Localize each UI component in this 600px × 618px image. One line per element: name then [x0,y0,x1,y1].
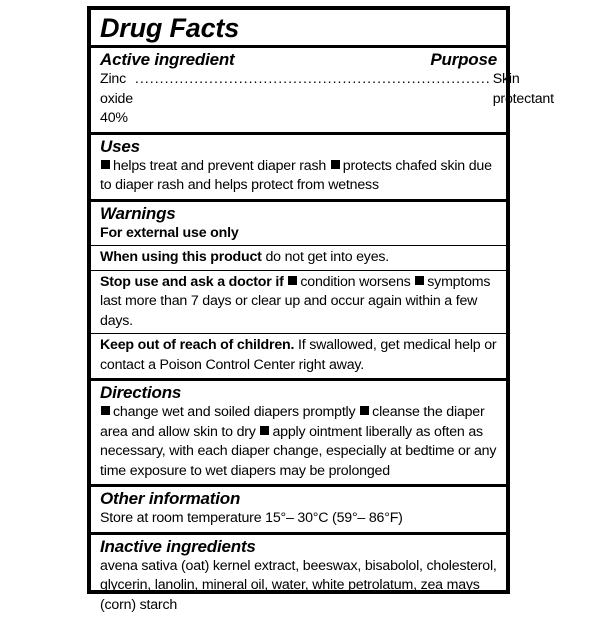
warnings-header: Warnings [100,204,497,224]
directions-header: Directions [100,383,497,403]
stop-use-label: Stop use and ask a doctor if [100,274,284,290]
bullet-square-icon [260,426,269,435]
directions-section [100,381,497,484]
bullet-square-icon [360,406,369,415]
bullet-square-icon [288,276,297,285]
dot-leader: ........................................................................ [135,70,491,129]
inactive-ingredients-header: Inactive ingredients [100,537,497,557]
directions-item: change wet and soiled diapers promptly [113,404,355,420]
keep-out-text: If swallowed, get medical help or contact a Poison Control Center right away. [100,337,496,373]
uses-item: helps treat and prevent diaper rash [113,158,326,174]
inactive-ingredients-section [100,535,497,618]
other-information-header: Other information [100,489,497,509]
bullet-square-icon [101,406,110,415]
directions-item: cleanse the diaper area and allow skin to dry [100,404,485,440]
uses-header: Uses [100,137,497,157]
other-information-section [100,487,497,532]
bullet-square-icon [101,160,110,169]
when-using-text: do not get into eyes. [265,249,389,265]
warnings-section [100,202,497,379]
storage-text: Store at room temperature 15°– 30°C (59°– 86°F) [100,509,497,529]
bullet-square-icon [415,276,424,285]
active-ingredient-value: Zinc oxide 40% [100,70,133,129]
stop-use-item: condition worsens [300,274,410,290]
stop-use-item: symptoms last more than 7 days or clear up and occur again within a few days. [100,274,490,329]
active-ingredient-section [100,48,497,132]
uses-item: protects chafed skin due to diaper rash and helps protect from wetness [100,158,492,194]
purpose-value: Skin protectant [493,70,554,129]
when-using-label: When using this product [100,249,262,265]
bullet-square-icon [331,160,340,169]
external-use-warning: For external use only [100,224,497,244]
inactive-ingredients-text: avena sativa (oat) kernel extract, beeswax, bisabolol, cholesterol, glycerin, lanolin, mineral oil, water, white petrolatum, zea mays (corn) starch [100,557,497,616]
drug-facts-label [87,6,510,594]
drug-facts-title: Drug Facts [100,12,497,45]
active-ingredient-header: Active ingredient [100,50,235,70]
directions-item: apply ointment liberally as often as necessary, with each diaper change, especially at bedtime or any time exposure to wet diapers may be prolonged [100,424,496,479]
uses-section [100,135,497,199]
purpose-header: Purpose [430,50,497,70]
keep-out-label: Keep out of reach of children. [100,337,294,353]
